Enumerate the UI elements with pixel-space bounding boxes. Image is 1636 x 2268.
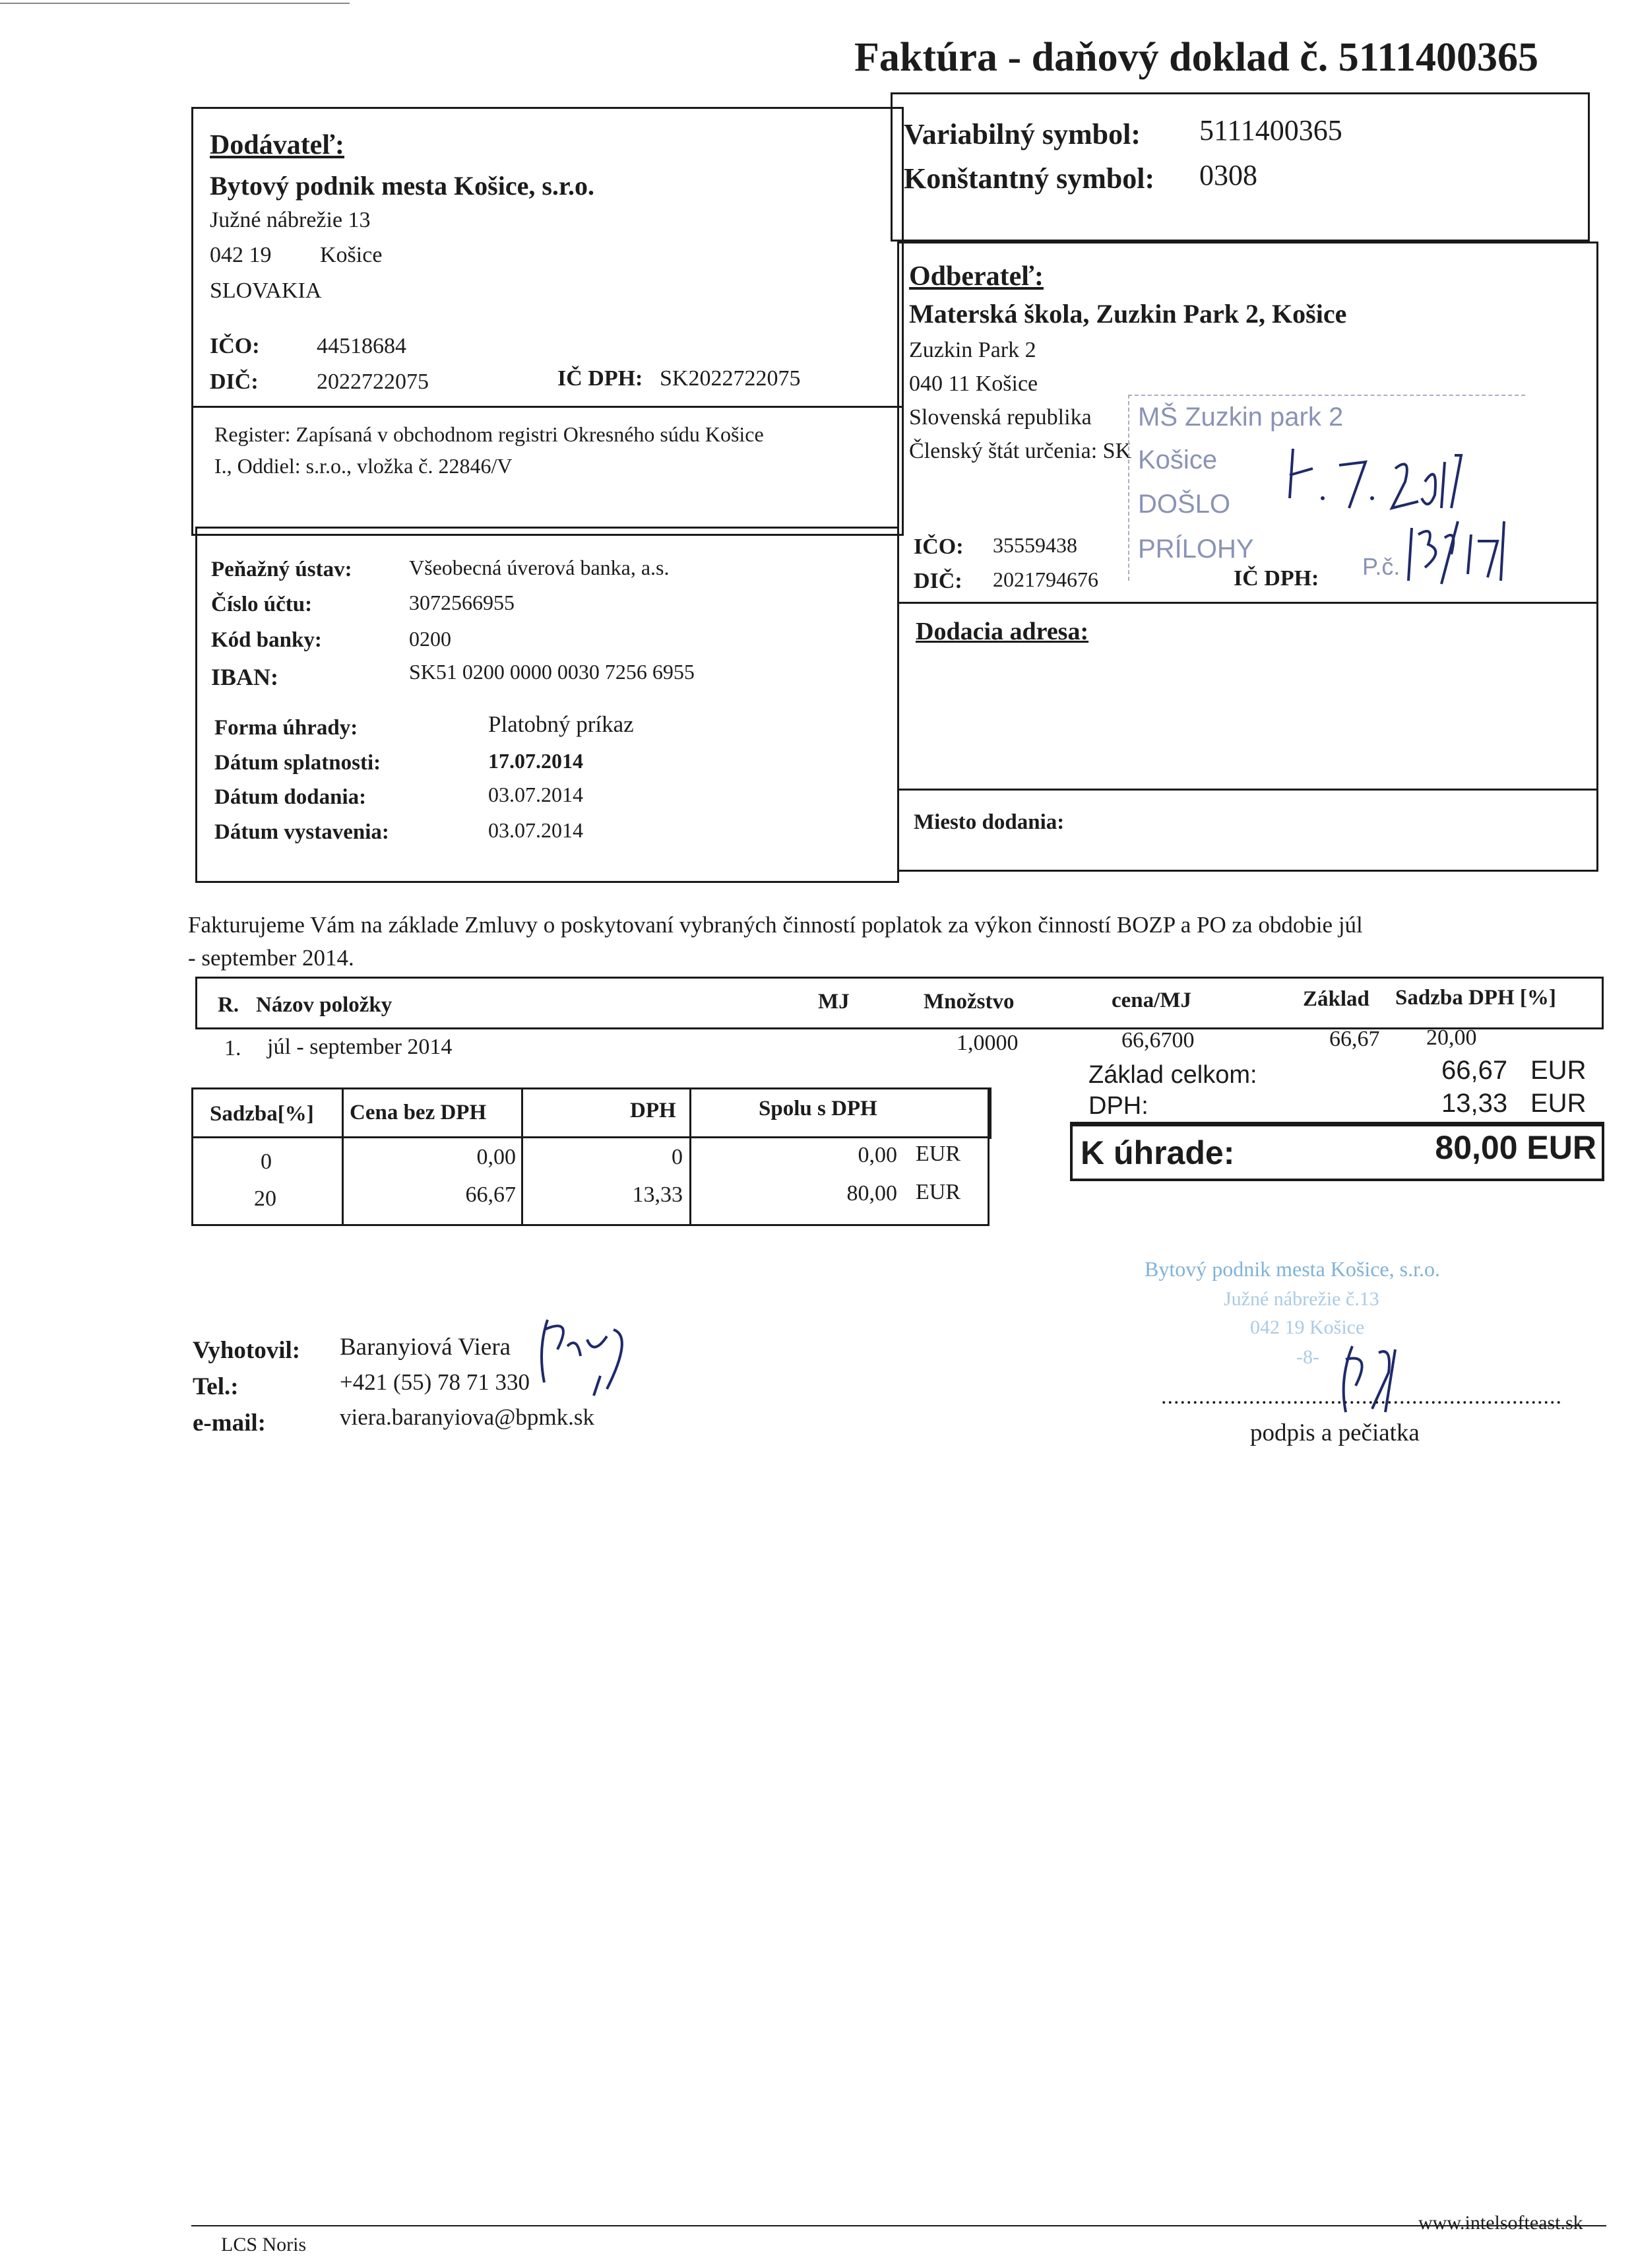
payment-delivery: 03.07.2014	[488, 783, 583, 806]
supplier-icdph-label: IČ DPH:	[557, 366, 643, 391]
customer-street: Zuzkin Park 2	[909, 338, 1036, 362]
bank-iban-label: IBAN:	[211, 664, 279, 690]
customer-ico: 35559438	[993, 533, 1077, 557]
vat-table-col4	[990, 1087, 991, 1139]
bank-inst: Všeobecná úverová banka, a.s.	[409, 556, 670, 579]
supplier-street: Južné nábrežie 13	[210, 208, 371, 232]
delivery-place-label: Miesto dodania:	[914, 810, 1065, 834]
vat-header-net: Cena bez DPH	[350, 1101, 487, 1124]
constant-symbol-value: 0308	[1199, 159, 1257, 191]
supplier-dic: 2022722075	[317, 370, 429, 394]
customer-ico-label: IČO:	[914, 535, 964, 559]
supplier-zip: 042 19	[210, 243, 272, 267]
customer-dic-label: DIČ:	[914, 569, 962, 593]
vat-row-0-vat: 0	[672, 1145, 683, 1169]
total-vat-label: DPH:	[1088, 1092, 1148, 1120]
vat-row-1-vat: 13,33	[632, 1183, 683, 1207]
supplier-register-2: I., Oddiel: s.r.o., vložka č. 22846/V	[214, 454, 513, 478]
payment-due-label: Dátum splatnosti:	[214, 751, 381, 775]
supplier-city: Košice	[320, 243, 383, 267]
item-row-base: 66,67	[1329, 1027, 1380, 1051]
supplier-register-rule	[191, 406, 904, 408]
vat-row-1-cur: EUR	[916, 1180, 960, 1204]
customer-icdph-label: IČ DPH:	[1234, 566, 1319, 591]
supplier-heading: Dodávateľ:	[210, 130, 344, 160]
customer-dic: 2021794676	[993, 567, 1098, 591]
items-header-base: Základ	[1303, 987, 1369, 1011]
supplier-name: Bytový podnik mesta Košice, s.r.o.	[210, 171, 595, 201]
intro-line-1: Fakturujeme Vám na základe Zmluvy o poskytovaní vybraných činností poplatok za výkon činností BOZP a PO za obdobie júl	[188, 912, 1363, 938]
items-header-price: cena/MJ	[1112, 988, 1191, 1012]
customer-delivery-rule	[897, 602, 1598, 604]
items-header-rate: Sadzba DPH [%]	[1395, 986, 1556, 1010]
vat-row-0-total: 0,00	[858, 1143, 897, 1167]
variable-symbol-label: Variabilný symbol:	[904, 118, 1141, 150]
received-stamp-line3: DOŠLO	[1138, 490, 1231, 519]
vat-row-0-rate: 0	[261, 1150, 272, 1174]
handwritten-number-mark	[1405, 515, 1517, 587]
bank-code-label: Kód banky:	[211, 628, 322, 652]
footer-rule	[191, 2225, 1606, 2226]
supplier-ico-label: IČO:	[210, 334, 260, 358]
received-stamp-line4: PRÍLOHY	[1138, 535, 1254, 564]
total-due-label: K úhrade:	[1081, 1134, 1235, 1171]
issuer-tel: +421 (55) 78 71 330	[340, 1369, 530, 1395]
vat-header-rate: Sadzba[%]	[210, 1102, 314, 1126]
item-row-no: 1.	[224, 1036, 241, 1060]
footer-left: LCS Noris	[221, 2234, 307, 2255]
item-row-rate: 20,00	[1426, 1025, 1477, 1050]
handwritten-date-mark	[1286, 436, 1478, 515]
issuer-tel-label: Tel.:	[193, 1373, 239, 1400]
supplier-icdph: SK2022722075	[660, 366, 801, 391]
payment-due: 17.07.2014	[488, 749, 583, 773]
vat-header-vat: DPH	[630, 1099, 676, 1122]
customer-name: Materská škola, Zuzkin Park 2, Košice	[909, 299, 1347, 329]
variable-symbol-value: 5111400365	[1199, 114, 1342, 146]
issuer-mail: viera.baranyiova@bpmk.sk	[340, 1404, 595, 1430]
total-base-label: Základ celkom:	[1088, 1061, 1257, 1089]
payment-issue-label: Dátum vystavenia:	[214, 820, 389, 844]
issuer-by: Baranyiová Viera	[340, 1334, 511, 1361]
total-vat-value: 13,33	[1441, 1089, 1508, 1118]
payment-form-label: Forma úhrady:	[214, 716, 358, 740]
signature-dots: ................................................................	[1161, 1384, 1562, 1409]
customer-place-rule	[897, 789, 1598, 791]
items-header-box	[195, 977, 1604, 1029]
items-header-name: Názov položky	[256, 993, 393, 1017]
intro-line-2: - september 2014.	[188, 945, 354, 971]
vat-table-col2	[521, 1087, 523, 1226]
payment-delivery-label: Dátum dodania:	[214, 785, 367, 809]
vat-row-1-rate: 20	[254, 1186, 276, 1211]
issuer-mail-label: e-mail:	[193, 1409, 266, 1437]
supplier-ico: 44518684	[317, 334, 406, 358]
company-stamp-line4: -8-	[1296, 1346, 1319, 1368]
company-stamp-line2: Južné nábrežie č.13	[1224, 1288, 1379, 1310]
total-base-currency: EUR	[1530, 1056, 1587, 1085]
item-row-qty: 1,0000	[957, 1031, 1019, 1055]
top-rule	[0, 3, 350, 4]
signature-label: podpis a pečiatka	[1250, 1419, 1420, 1446]
vat-table-header-rule	[191, 1136, 990, 1138]
total-due-value: 80,00 EUR	[1435, 1129, 1596, 1166]
items-header-mj: MJ	[818, 990, 850, 1014]
bank-iban: SK51 0200 0000 0030 7256 6955	[409, 660, 695, 684]
supplier-dic-label: DIČ:	[210, 370, 259, 394]
customer-member-state: Členský štát určenia: SK	[909, 439, 1132, 463]
customer-zip-city: 040 11 Košice	[909, 372, 1038, 396]
constant-symbol-label: Konštantný symbol:	[904, 162, 1155, 195]
footer-right: www.intelsofteast.sk	[1418, 2212, 1583, 2234]
issuer-signature-mark	[528, 1310, 640, 1402]
vat-row-0-cur: EUR	[916, 1142, 960, 1166]
total-vat-currency: EUR	[1530, 1089, 1587, 1118]
payment-form: Platobný príkaz	[488, 711, 634, 737]
vat-table-col3	[689, 1087, 691, 1226]
items-header-qty: Množstvo	[924, 990, 1015, 1014]
supplier-register-1: Register: Zapísaná v obchodnom registri Okresného súdu Košice	[214, 422, 764, 446]
items-header-no: R.	[218, 993, 239, 1017]
customer-heading: Odberateľ:	[909, 261, 1044, 292]
company-stamp-line1: Bytový podnik mesta Košice, s.r.o.	[1145, 1257, 1440, 1281]
bank-code: 0200	[409, 627, 451, 651]
vat-row-0-net: 0,00	[476, 1145, 516, 1169]
vat-row-1-net: 66,67	[465, 1183, 516, 1207]
received-stamp-line2: Košice	[1138, 445, 1218, 474]
received-stamp-line5: P.č.	[1362, 553, 1400, 580]
delivery-address-heading: Dodacia adresa:	[916, 618, 1089, 645]
bank-acct-label: Číslo účtu:	[211, 593, 313, 616]
vat-row-1-total: 80,00	[846, 1181, 897, 1206]
customer-country: Slovenská republika	[909, 405, 1092, 430]
bank-inst-label: Peňažný ústav:	[211, 558, 352, 581]
supplier-country: SLOVAKIA	[210, 278, 322, 303]
item-row-name: júl - september 2014	[267, 1035, 453, 1059]
received-stamp-line1: MŠ Zuzkin park 2	[1138, 403, 1344, 432]
payment-issue: 03.07.2014	[488, 818, 583, 842]
vat-header-total: Spolu s DPH	[759, 1097, 877, 1120]
invoice-title: Faktúra - daňový doklad č. 5111400365	[854, 35, 1538, 80]
bank-acct: 3072566955	[409, 591, 515, 614]
total-base-value: 66,67	[1441, 1056, 1508, 1085]
company-stamp-line3: 042 19 Košice	[1250, 1316, 1365, 1338]
item-row-price: 66,6700	[1121, 1028, 1195, 1053]
issuer-by-label: Vyhotovil:	[193, 1337, 301, 1364]
